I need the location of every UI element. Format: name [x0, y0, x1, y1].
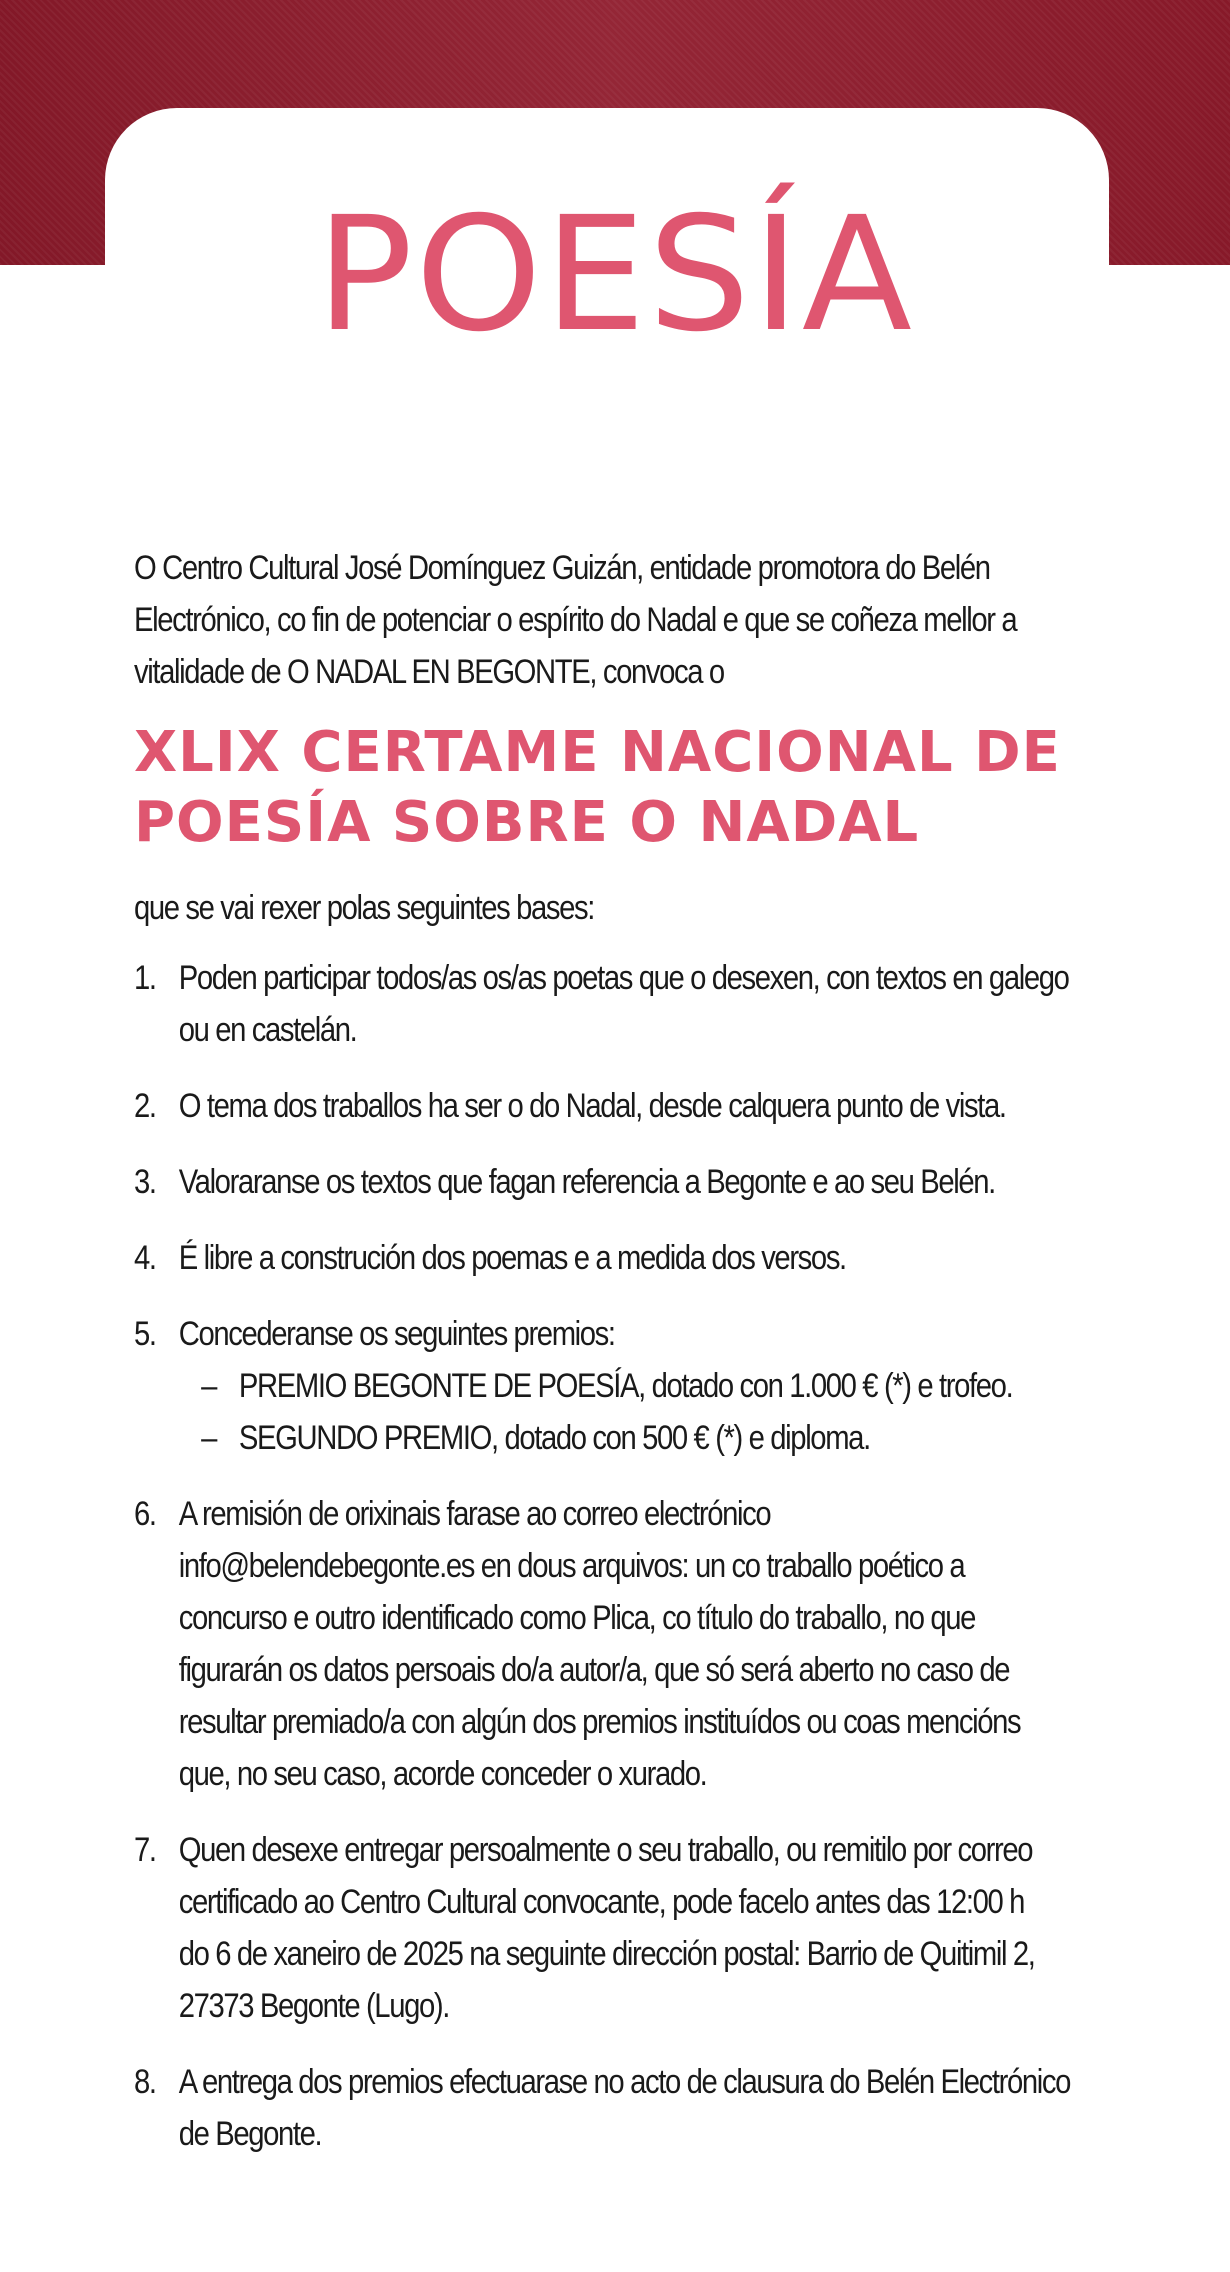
list-item-line: resultar premiado/a con algún dos premios instituídos ou coas mencións [178, 1703, 1021, 1741]
main-content [134, 542, 1134, 2184]
prize-text: SEGUNDO PREMIO, dotado con 500 € (*) e diploma. [238, 1419, 870, 1457]
list-item-number: 1. [134, 959, 156, 997]
list-item-number: 6. [134, 1495, 156, 1533]
list-item-number: 4. [134, 1239, 156, 1277]
prizes-list [179, 1360, 1177, 1464]
list-item-line: ou en castelán. [178, 1011, 357, 1049]
list-item [134, 1308, 1176, 1464]
list-item-line: A remisión de orixinais farase ao correo electrónico [178, 1495, 771, 1533]
intro-paragraph [134, 542, 1132, 698]
list-item-line: É libre a construción dos poemas e a medida dos versos. [178, 1239, 846, 1277]
intro-line: Electrónico, co fin de potenciar o espírito do Nadal e que se coñeza mellor a [134, 601, 1017, 639]
list-item-line: Poden participar todos/as os/as poetas que o desexen, con textos en galego [178, 959, 1069, 997]
list-item-number: 7. [134, 1831, 156, 1869]
prize-item [201, 1412, 1176, 1464]
prize-item [201, 1360, 1176, 1412]
list-item-line: Concederanse os seguintes premios: [178, 1315, 615, 1353]
bases-list [134, 952, 1134, 2160]
list-item-line: concurso e outro identificado como Plica, co título do traballo, no que [178, 1599, 976, 1637]
dash-bullet: – [201, 1419, 216, 1457]
intro-line: O Centro Cultural José Domínguez Guizán, entidade promotora do Belén [134, 549, 990, 587]
list-item-line: Valoraranse os textos que fagan referencia a Begonte e ao seu Belén. [178, 1163, 995, 1201]
list-item-number: 8. [134, 2063, 156, 2101]
contest-heading-line: XLIX CERTAME NACIONAL DE [134, 720, 1061, 785]
prize-text: PREMIO BEGONTE DE POESÍA, dotado con 1.000 € (*) e trofeo. [238, 1367, 1013, 1405]
intro-line: vitalidade de O NADAL EN BEGONTE, convoca o [134, 653, 724, 691]
contest-heading-line: POESÍA SOBRE O NADAL [134, 790, 920, 855]
list-item-line: figurarán os datos persoais do/a autor/a, que só será aberto no caso de [178, 1651, 1010, 1689]
contest-heading [134, 718, 1134, 858]
list-item [134, 952, 1176, 1056]
list-item-line: info@belendebegonte.es en dous arquivos: un co traballo poético a [178, 1547, 965, 1585]
list-item [134, 1232, 1176, 1284]
list-item-number: 5. [134, 1315, 156, 1353]
list-item [134, 1488, 1176, 1800]
list-item-line: O tema dos traballos ha ser o do Nadal, desde calquera punto de vista. [178, 1087, 1006, 1125]
list-item-line: que, no seu caso, acorde conceder o xurado. [178, 1755, 707, 1793]
list-item-line: de Begonte. [178, 2115, 322, 2153]
list-item [134, 1824, 1176, 2032]
dash-bullet: – [201, 1367, 216, 1405]
list-item-line: Quen desexe entregar persoalmente o seu traballo, ou remitilo por correo [178, 1831, 1033, 1869]
list-item-number: 2. [134, 1087, 156, 1125]
bases-intro: que se vai rexer polas seguintes bases: [134, 889, 594, 927]
page-title: POESÍA [315, 183, 915, 367]
list-item [134, 1156, 1176, 1208]
list-item-line: certificado ao Centro Cultural convocante, pode facelo antes das 12:00 h [178, 1883, 1025, 1921]
list-item-line: 27373 Begonte (Lugo). [178, 1987, 449, 2025]
list-item [134, 1080, 1176, 1132]
list-item [134, 2056, 1176, 2160]
list-item-number: 3. [134, 1163, 156, 1201]
list-item-line: do 6 de xaneiro de 2025 na seguinte dirección postal: Barrio de Quitimil 2, [178, 1935, 1035, 1973]
list-item-line: A entrega dos premios efectuarase no acto de clausura do Belén Electrónico [178, 2063, 1071, 2101]
